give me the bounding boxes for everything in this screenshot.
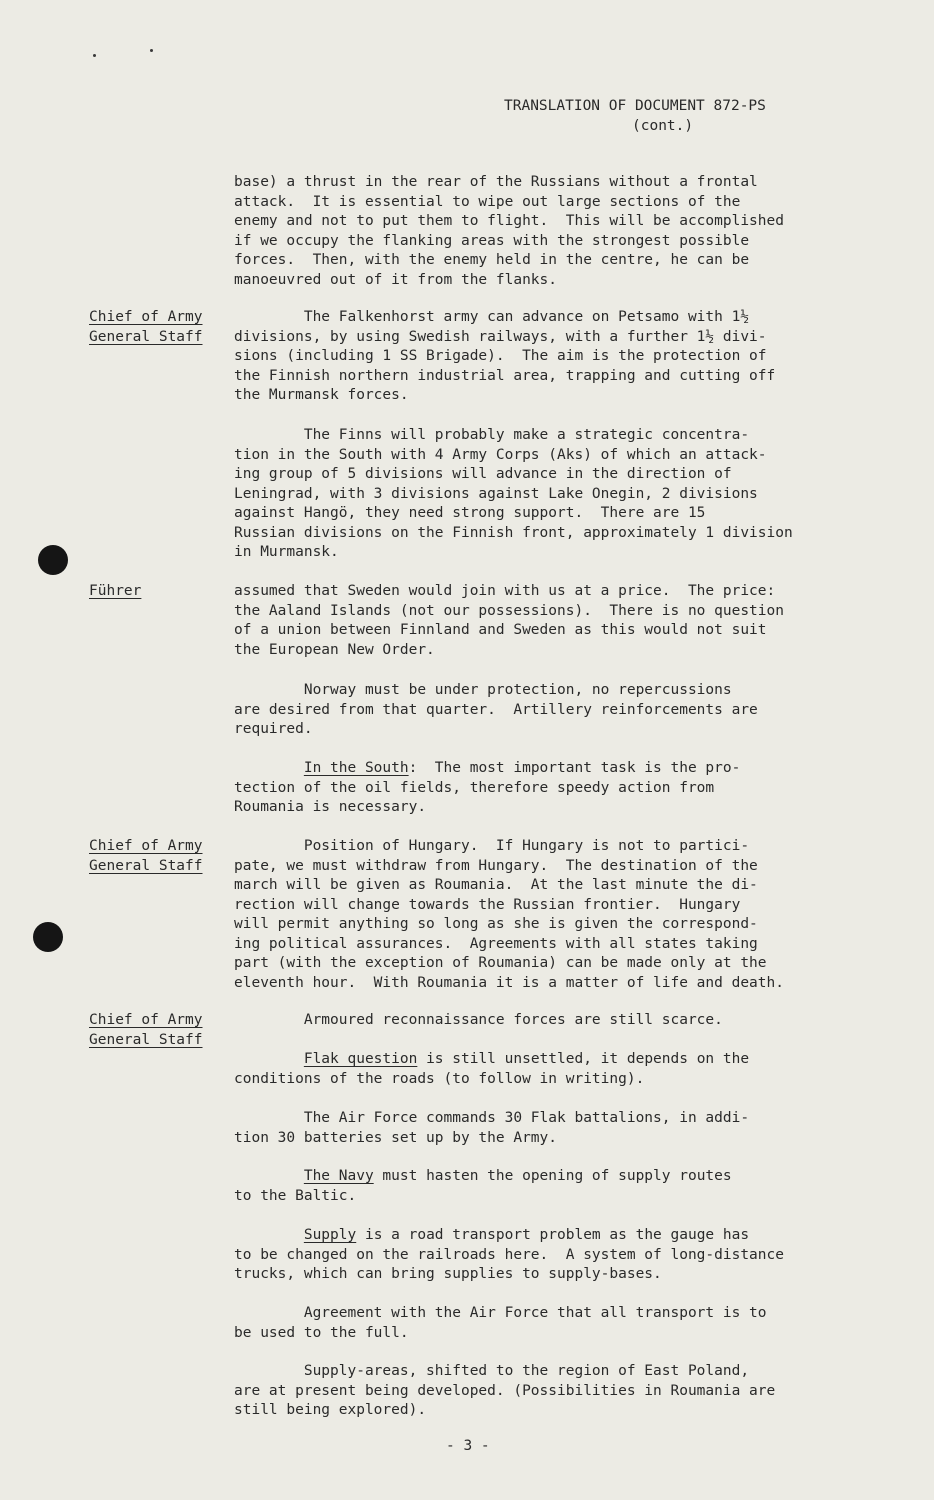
paragraph: The Air Force commands 30 Flak battalions, in addi- tion 30 batteries set up by the Army. <box>234 1110 750 1146</box>
punch-hole <box>38 545 68 575</box>
paragraph: Supply-areas, shifted to the region of East Poland, are at present being developed. (Possibilities in Roumania are still being explored). <box>234 1363 776 1418</box>
paragraph: assumed that Sweden would join with us at a price. The price: the Aaland Islands (not our possessions). There is no question of a union between Finnland and Sweden as this would not suit the European New Order. <box>234 583 784 658</box>
paragraph: base) a thrust in the rear of the Russians without a frontal attack. It is essential to wipe out large sections of the enemy and not to put them to flight. This will be accomplished if we occupy the flanking areas with the strongest possible forces. Then, with the enemy held in the centre, he can be manoeuvred out of it from the flanks. <box>234 174 784 288</box>
underlined-heading: The Navy <box>303 1168 374 1184</box>
header-title: TRANSLATION OF DOCUMENT 872-PS <box>504 98 766 114</box>
paragraph: The Navy must hasten the opening of supply routes to the Baltic. <box>234 1168 732 1204</box>
underlined-heading: Supply <box>303 1227 357 1243</box>
underlined-heading: Flak question <box>303 1051 418 1067</box>
speaker-label: Chief of Army General Staff <box>89 838 203 874</box>
punch-hole <box>33 922 63 952</box>
header-continued: (cont.) <box>632 118 694 134</box>
paragraph: Supply is a road transport problem as the gauge has to be changed on the railroads here. A system of long-distance trucks, which can bring supplies to supply-bases. <box>234 1227 784 1282</box>
paragraph: Position of Hungary. If Hungary is not to partici- pate, we must withdraw from Hungary. The destination of the march will be given as Roumania. At the last minute the di- rection will change towards the Russian frontier. Hungary will permit anything so long as she is given the correspond- ing political assurances. Agreements with all states taking part (with the exception of Roumania) can be made only at the eleventh hour. With Roumania it is a matter of life and death. <box>234 838 784 991</box>
ink-dot <box>150 49 153 52</box>
paragraph: The Falkenhorst army can advance on Petsamo with 1½ divisions, by using Swedish railways, with a further 1½ divi- sions (including 1 SS Brigade). The aim is the protection of the Finnish northern industrial area, trapping and cutting off the Murmansk forces. <box>234 309 776 403</box>
paragraph: The Finns will probably make a strategic concentra- tion in the South with 4 Army Corps (Aks) of which an attack- ing group of 5 divisions will advance in the direction of Leningrad, with 3 divisions against Lake Onegin, 2 divisions against Hangö, they need strong support. There are 15 Russian divisions on the Finnish front, approximately 1 division in Murmansk. <box>234 427 793 560</box>
page-number: - 3 - <box>446 1438 490 1454</box>
ink-dot <box>93 54 96 57</box>
document-header <box>504 96 766 136</box>
speaker-label: Chief of Army General Staff <box>89 1012 203 1048</box>
paragraph: Armoured reconnaissance forces are still scarce. <box>234 1012 723 1028</box>
speaker-label: Chief of Army General Staff <box>89 309 203 345</box>
underlined-heading: In the South <box>303 760 409 776</box>
paragraph: Norway must be under protection, no repercussions are desired from that quarter. Artillery reinforcements are required. <box>234 682 758 737</box>
speaker-label: Führer <box>89 583 142 599</box>
paragraph: Flak question is still unsettled, it depends on the conditions of the roads (to follow in writing). <box>234 1051 750 1087</box>
paragraph: Agreement with the Air Force that all transport is to be used to the full. <box>234 1305 767 1341</box>
paragraph: In the South: The most important task is the pro- tection of the oil fields, therefore speedy action from Roumania is necessary. <box>234 760 741 815</box>
